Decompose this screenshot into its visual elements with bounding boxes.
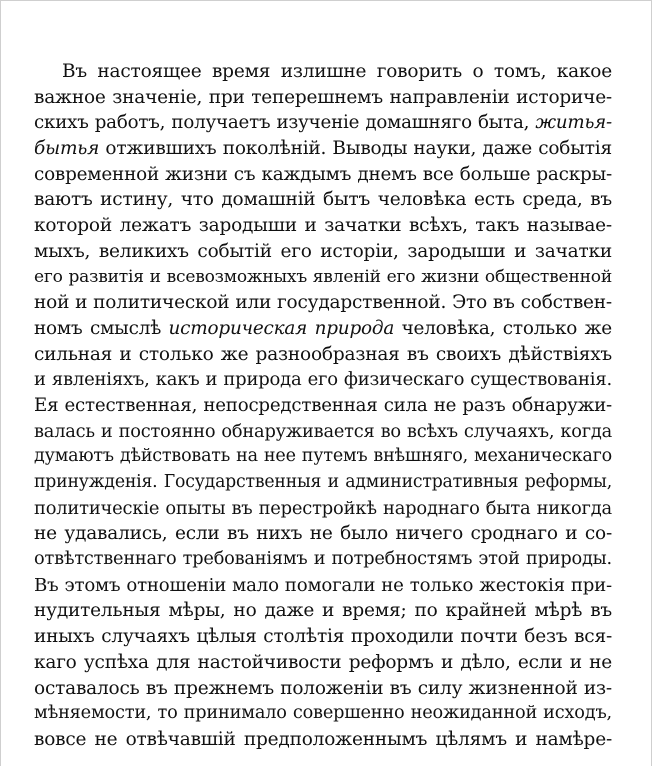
italic-phrase: бытья (34, 138, 100, 160)
text-segment: отжившихъ поколѣній. Выводы науки, даже событія (99, 138, 612, 160)
text-segment: современной жизни съ каждымъ днемъ все больше раскры- (34, 163, 612, 185)
text-segment: отвѣтственнаго требованіямъ и потребностямъ этой природы. (34, 549, 612, 570)
text-segment: принужденія. Государственныя и административныя реформы, (34, 472, 612, 492)
text-line (34, 547, 612, 573)
text-segment: сильная и столько же разнообразная въ своихъ дѣйствіяхъ (34, 343, 612, 365)
text-line (34, 239, 612, 265)
text-segment: скихъ работъ, получаетъ изученіе домашняго быта, (34, 112, 536, 134)
text-segment: Въ этомъ отношеніи мало помогали не только жестокія при- (34, 574, 612, 596)
text-line (34, 598, 612, 624)
italic-phrase: житья- (535, 112, 612, 134)
text-segment: Ея естественная, непосредственная сила не разъ обнаружи- (34, 394, 612, 416)
text-line (34, 316, 612, 342)
text-line (34, 265, 612, 291)
text-segment: Въ настоящее время излишне говорить о томъ, какое (62, 61, 612, 82)
text-line (34, 85, 612, 111)
text-line (34, 187, 612, 213)
text-line (34, 624, 612, 650)
text-line (34, 110, 612, 136)
text-line (34, 419, 612, 445)
text-line (34, 290, 612, 316)
text-line (34, 727, 612, 753)
text-segment: номъ смыслѣ (34, 317, 169, 339)
text-segment: ваютъ истину, что домашній бытъ человѣка есть среда, въ (34, 189, 612, 211)
text-line (34, 701, 612, 727)
text-segment: ной и политической или государственной. Это въ собствен- (34, 292, 612, 314)
text-line (34, 444, 612, 470)
text-segment: нудительныя мѣры, но даже и время; по крайней мѣрѣ въ (34, 600, 612, 622)
text-segment: его развитія и всевозможныхъ явленій его жизни общественной (34, 266, 612, 287)
text-segment: мыхъ, великихъ событій его исторіи, зародыши и зачатки (34, 240, 612, 262)
text-line (34, 213, 612, 239)
text-segment: валась и постоянно обнаруживается во всѣхъ случаяхъ, когда (34, 420, 612, 442)
text-line (34, 367, 612, 393)
text-segment: мѣняемости, то принимало совершенно неожиданной исходъ, (34, 703, 612, 724)
text-line (34, 496, 612, 522)
text-segment: важное значеніе, при теперешнемъ направленіи историче- (34, 86, 612, 108)
text-segment: каго успѣха для настойчивости реформъ и дѣло, если и не (34, 651, 612, 673)
body-paragraph (34, 59, 612, 753)
text-segment: думаютъ дѣйствовать на нее путемъ внѣшняго, механическаго (34, 446, 612, 467)
text-segment: и явленіяхъ, какъ и природа его физическаго существованія. (34, 369, 612, 391)
text-segment: политическіе опыты въ перестройкѣ народнаго быта никогда (34, 497, 612, 519)
text-segment: не удавались, если въ нихъ не было ничего сроднаго и со- (34, 523, 612, 545)
text-line (34, 342, 612, 368)
text-line (34, 650, 612, 676)
italic-phrase: историческая природа (168, 317, 395, 339)
text-segment: оставалось въ прежнемъ положеніи въ силу жизненной из- (34, 677, 612, 699)
text-segment: человѣка, столько же (394, 317, 612, 339)
text-segment: иныхъ случаяхъ цѣлыя столѣтія проходили почти безъ вся- (34, 626, 612, 648)
text-line (34, 393, 612, 419)
text-line (34, 521, 612, 547)
text-segment: вовсе не отвѣчавшій предположеннымъ цѣлямъ и намѣре- (34, 728, 612, 750)
text-line (34, 136, 612, 162)
text-line (34, 59, 612, 85)
text-line (34, 676, 612, 702)
text-line (34, 162, 612, 188)
text-line (34, 470, 612, 496)
text-line (34, 573, 612, 599)
text-segment: которой лежатъ зародыши и зачатки всѣхъ, такъ называе- (34, 215, 612, 237)
